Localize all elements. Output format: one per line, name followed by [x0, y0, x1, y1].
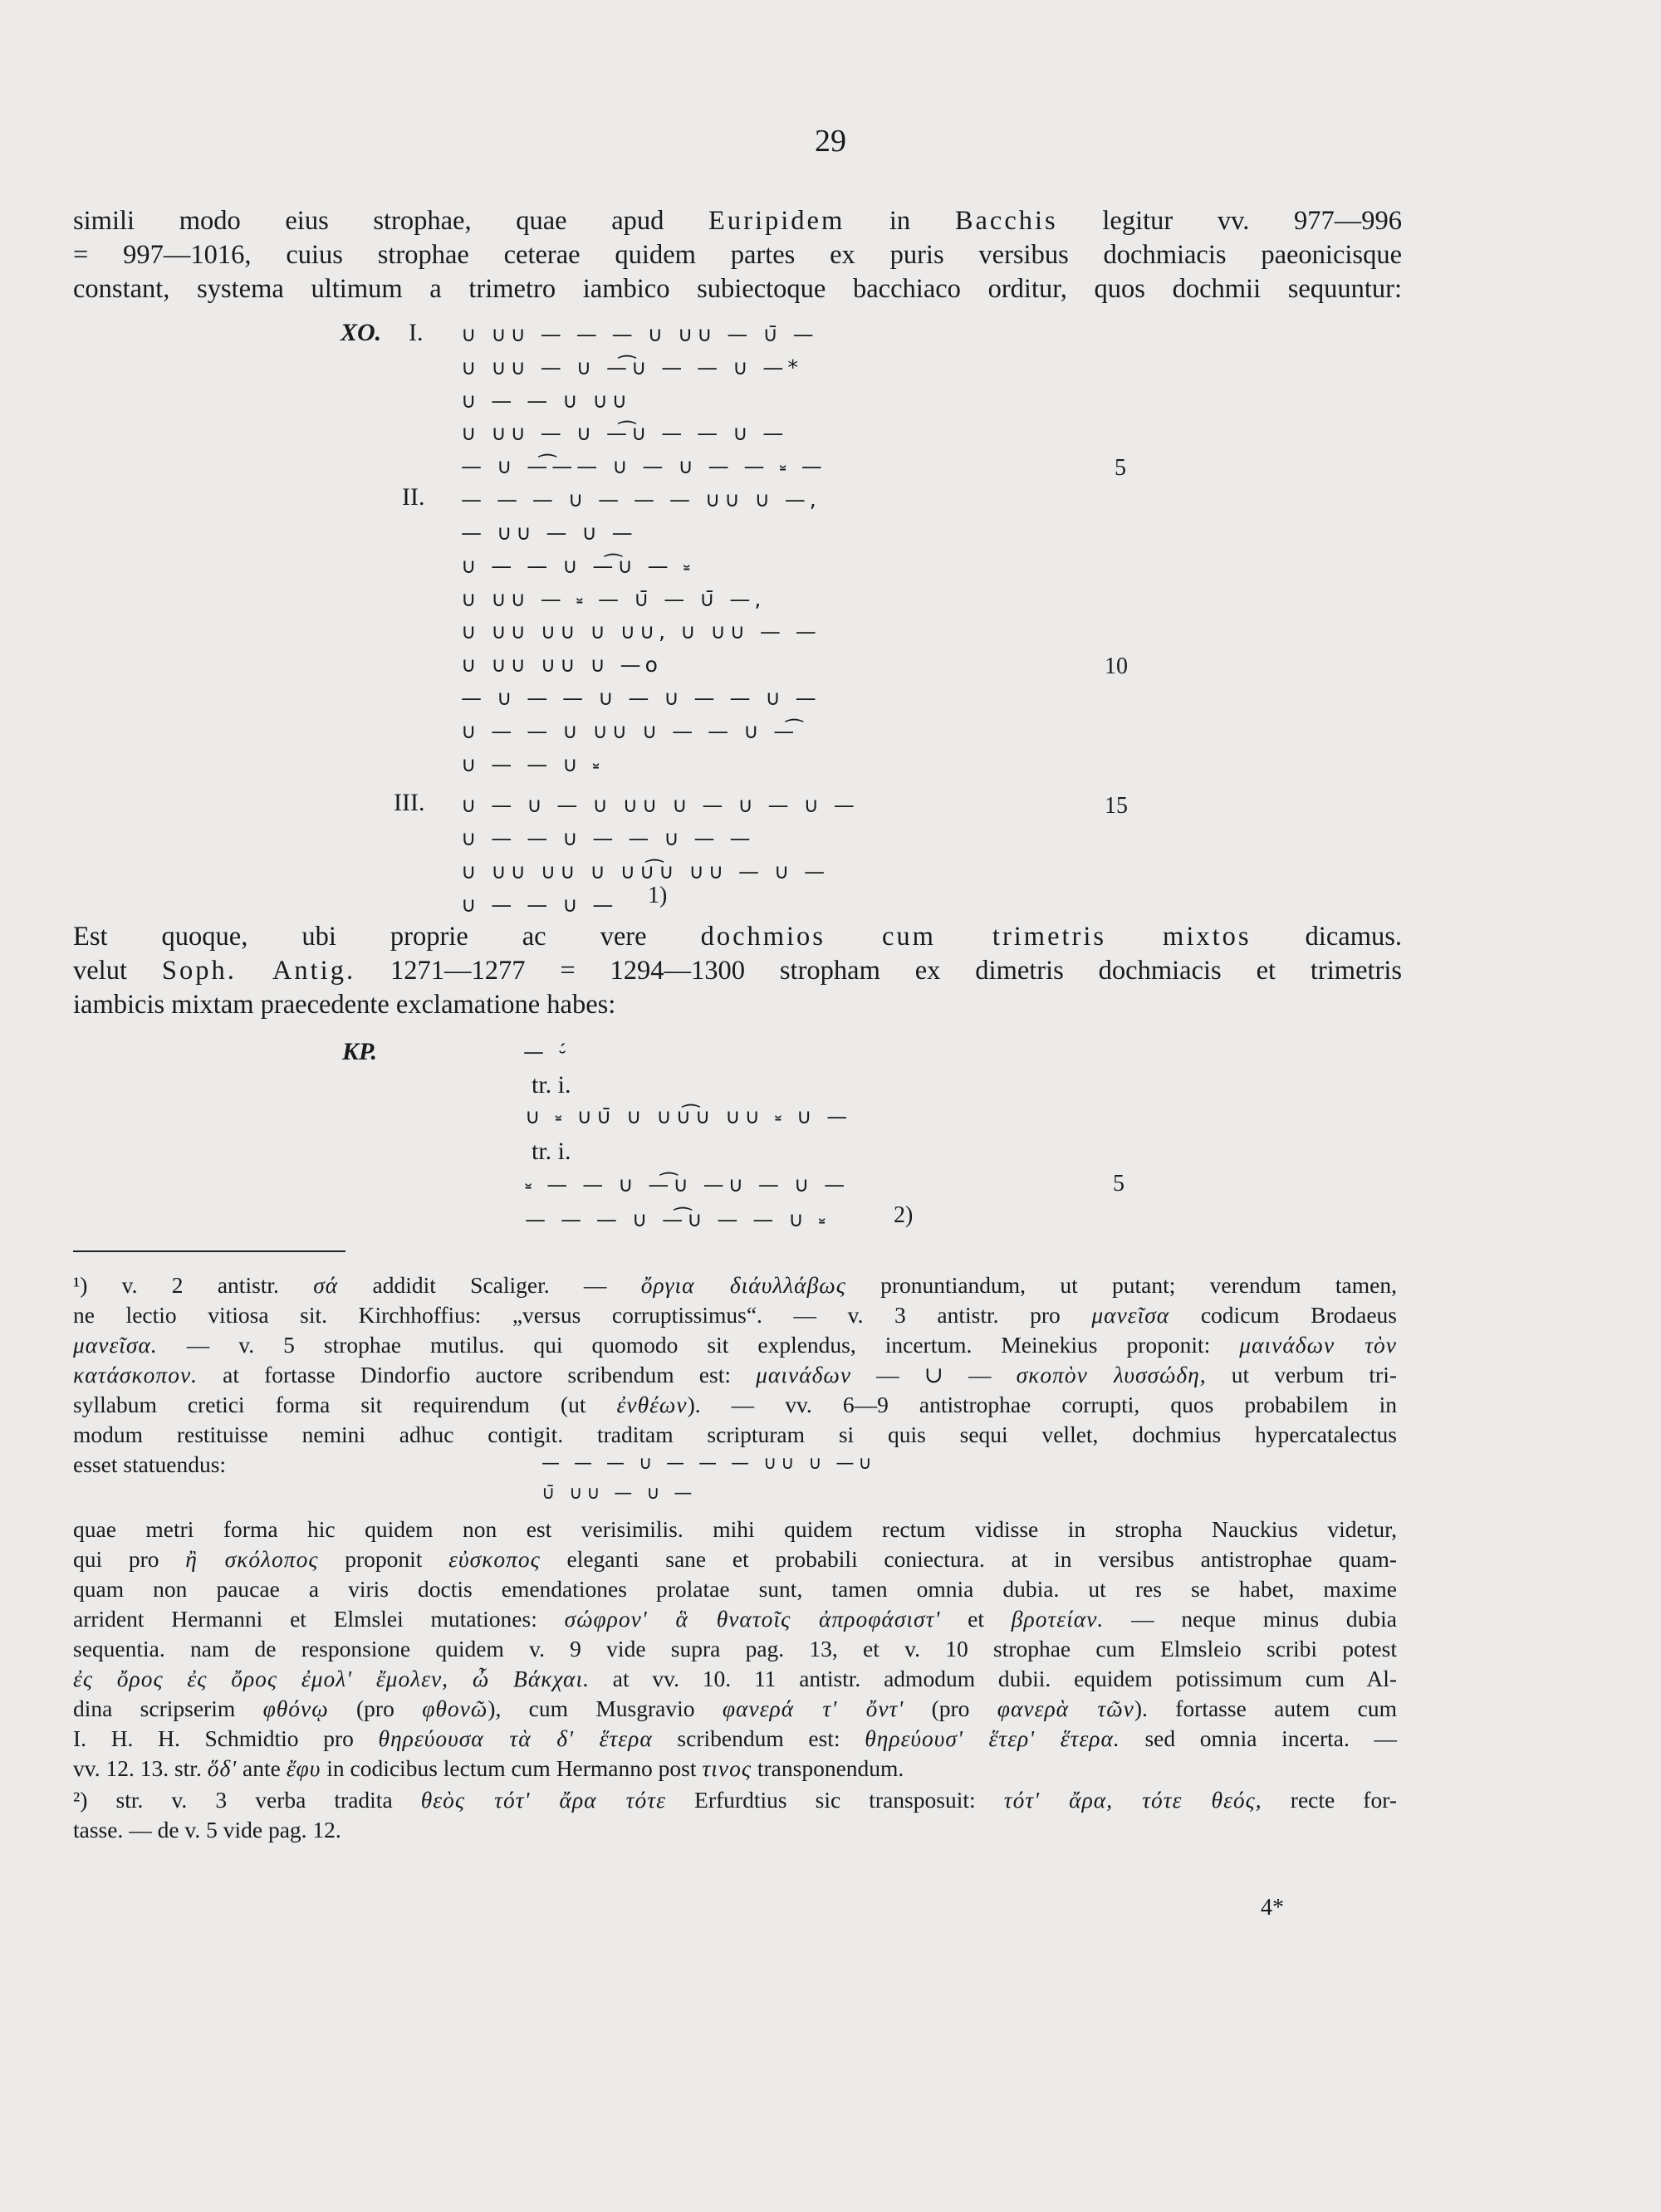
section-label: II.	[402, 483, 425, 511]
metre-line: — ⏑́	[523, 1040, 571, 1064]
footnote-ref: 2)	[894, 1202, 914, 1228]
metre-line: ∪ ∪∪ — ∪ —͡∪ — — ∪ —	[461, 421, 788, 445]
footnote-line: ²) str. v. 3 verba tradita θεὸς τότ' ἄρα τότε Erfurdtius sic transposuit: τότ' ἄρα, τότε θεός, recte for-	[73, 1787, 1397, 1813]
author-euripides: Euripidem	[708, 206, 845, 236]
line-number: 10	[1105, 653, 1128, 679]
metre-line: — ∪ — — ∪ — ∪ — — ∪ —	[461, 686, 821, 710]
page-number: 29	[815, 124, 846, 159]
footnote-line: qui pro ἢ σκόλοπος proponit εὐσκοπος eleganti sane et probabili coniectura. at in versibus antistrophae quam-	[73, 1546, 1397, 1572]
metre-line: ∪ — — ∪ —	[461, 893, 618, 917]
metre-line: ∪ — — ∪ —͡∪ — ⏓	[461, 554, 694, 578]
footnote-line: κατάσκοπον. at fortasse Dindorfio auctore scribendum est: μαινάδων — ∪ — σκοπὸν λυσσώδη, ut verbum tri-	[73, 1362, 1397, 1387]
footnote-line: ἐς ὄρος ἐς ὄρος ἐμολ' ἔμολεν, ὦ Βάκχαι. at vv. 10. 11 antistr. admodum dubii. equidem potissimum cum Al-	[73, 1666, 1397, 1691]
metre-line: ∪ — — ∪ ∪∪	[461, 389, 631, 413]
middle-line-1: Est quoque, ubi proprie ac vere dochmios cum trimetris mixtos dicamus.	[73, 922, 1402, 952]
intro-line-2: = 997—1016, cuius strophae ceterae quidem partes ex puris versibus dochmiacis paeonicisque	[73, 240, 1402, 270]
footnote-line: ¹) v. 2 antistr. σά addidit Scaliger. — ὄργια διάυλλάβως pronuntiandum, ut putant; verendum tamen,	[73, 1272, 1397, 1298]
intro-line-3: constant, systema ultimum a trimetro iambico subiectoque bacchiaco orditur, quos dochmii sequuntur:	[73, 274, 1402, 304]
footnote-line: quam non paucae a viris doctis emendationes prolatae sunt, tamen omnia dubia. ut res se habet, maxime	[73, 1576, 1397, 1602]
work-bacchae: Bacchis	[954, 206, 1058, 236]
metre-line: ∪ ∪∪ ∪∪ ∪ ∪∪, ∪ ∪∪ — —	[461, 619, 821, 644]
footnote-line: tasse. — de v. 5 vide pag. 12.	[73, 1817, 341, 1843]
metre-line: ∪ ∪∪ ∪∪ ∪ ∪∪͡∪ ∪∪ — ∪ —	[461, 859, 830, 883]
metre-line: ∪ ⏓ ∪∪̄ ∪ ∪∪͡∪ ∪∪ ⏓ ∪ —	[525, 1104, 852, 1128]
footnote-line: sequentia. nam de responsione quidem v. 9 vide supra pag. 13, et v. 10 strophae cum Elmsleio scribi potest	[73, 1636, 1397, 1661]
metre-line: — ∪∪ — ∪ —	[461, 521, 637, 545]
intro-line-1: simili modo eius strophae, quae apud Euripidem in Bacchis legitur vv. 977—996	[73, 206, 1402, 236]
metre-line: — — — ∪ — — — ∪∪ ∪ —∪	[541, 1453, 876, 1474]
footnote-line: μανεῖσα. — v. 5 strophae mutilus. qui quomodo sit explendus, incertum. Meinekius proponit: μαινάδων τὸν	[73, 1332, 1397, 1358]
footnote-line: modum restituisse nemini adhuc contigit. traditam scripturam si quis sequi vellet, dochmius hypercatalectus	[73, 1422, 1397, 1447]
speaker-chorus: XO.	[341, 319, 382, 346]
middle-line-2: velut Soph. Antig. 1271—1277 = 1294—1300 stropham ex dimetris dochmiacis et trimetris	[73, 956, 1403, 986]
metre-line: ∪ ∪∪ ∪∪ ∪ —o	[461, 653, 662, 677]
metre-line: — — — ∪ —͡∪ — — ∪ ⏓	[525, 1207, 830, 1231]
metre-line: ∪̄ ∪∪ — ∪ —	[541, 1483, 697, 1504]
metre-line: ∪ ∪∪ — ∪ —͡∪ — — ∪ —*	[461, 355, 802, 379]
metre-line: — ∪ —͡—— ∪ — ∪ — — ⏓ —	[461, 454, 826, 478]
footnote-line: esset statuendus:	[73, 1451, 227, 1477]
section-label: I.	[409, 319, 424, 346]
footnote-line: quae metri forma hic quidem non est verisimilis. mihi quidem rectum vidisse in stropha Nauckius videtur,	[73, 1516, 1397, 1542]
metre-line: ∪ — ∪ — ∪ ∪∪ ∪ — ∪ — ∪ —	[461, 793, 859, 817]
metre-line: ∪ — — ∪ — — ∪ — —	[461, 826, 755, 850]
line-number: 5	[1113, 1171, 1124, 1197]
signature-mark: 4*	[1261, 1895, 1284, 1921]
metre-line: — — — ∪ — — — ∪∪ ∪ —,	[461, 487, 821, 511]
trimeter-label: tr. i.	[532, 1138, 571, 1165]
line-number: 15	[1105, 793, 1128, 819]
footnote-rule	[73, 1250, 345, 1252]
metre-line: ∪ ∪∪ — — — ∪ ∪∪ — ∪̄ —	[461, 322, 818, 346]
footnote-line: vv. 12. 13. str. ὅδ' ante ἔφυ in codicibus lectum cum Hermanno post τινος transponendum.	[73, 1755, 904, 1781]
line-number: 5	[1115, 455, 1126, 481]
footnote-line: arrident Hermanni et Elmslei mutationes: σώφρον' ἃ θνατοῖς ἀπροφάσιστ' et βροτείαν. — neque minus dubia	[73, 1606, 1397, 1632]
trimeter-label: tr. i.	[532, 1071, 571, 1099]
metre-line: ⏓ — — ∪ —͡∪ —∪ — ∪ —	[525, 1172, 850, 1197]
speaker-creon: KP.	[342, 1038, 377, 1065]
metre-line: ∪ ∪∪ — ⏓ — ∪̄ — ∪̄ —,	[461, 587, 766, 611]
footnote-ref: 1)	[648, 883, 668, 908]
metre-line: ∪ — — ∪ ∪∪ ∪ — — ∪ —͡	[461, 719, 799, 743]
footnote-line: syllabum cretici forma sit requirendum (ut ἐνθέων). — vv. 6—9 antistrophae corrupti, quos probabilem in	[73, 1392, 1398, 1417]
middle-line-3: iambicis mixtam praecedente exclamatione habes:	[73, 990, 616, 1020]
work-antigone: Soph. Antig.	[161, 956, 356, 986]
footnote-line: ne lectio vitiosa sit. Kirchhoffius: „versus corruptissimus“. — v. 3 antistr. pro μανεῖσα codicum Brodaeus	[73, 1302, 1397, 1328]
emphasis-dochmios: dochmios cum trimetris mixtos	[700, 922, 1252, 952]
footnote-line: I. H. H. Schmidtio pro θηρεύουσα τὰ δ' ἕτερα scribendum est: θηρεύουσ' ἕτερ' ἕτερα. sed omnia incerta. —	[73, 1725, 1397, 1751]
section-label: III.	[394, 789, 425, 816]
metre-line: ∪ — — ∪ ⏓	[461, 752, 604, 776]
footnote-line: dina scripserim φθόνῳ (pro φθονῶ), cum Musgravio φανερά τ' ὄντ' (pro φανερὰ τῶν). fortasse autem cum	[73, 1696, 1397, 1721]
